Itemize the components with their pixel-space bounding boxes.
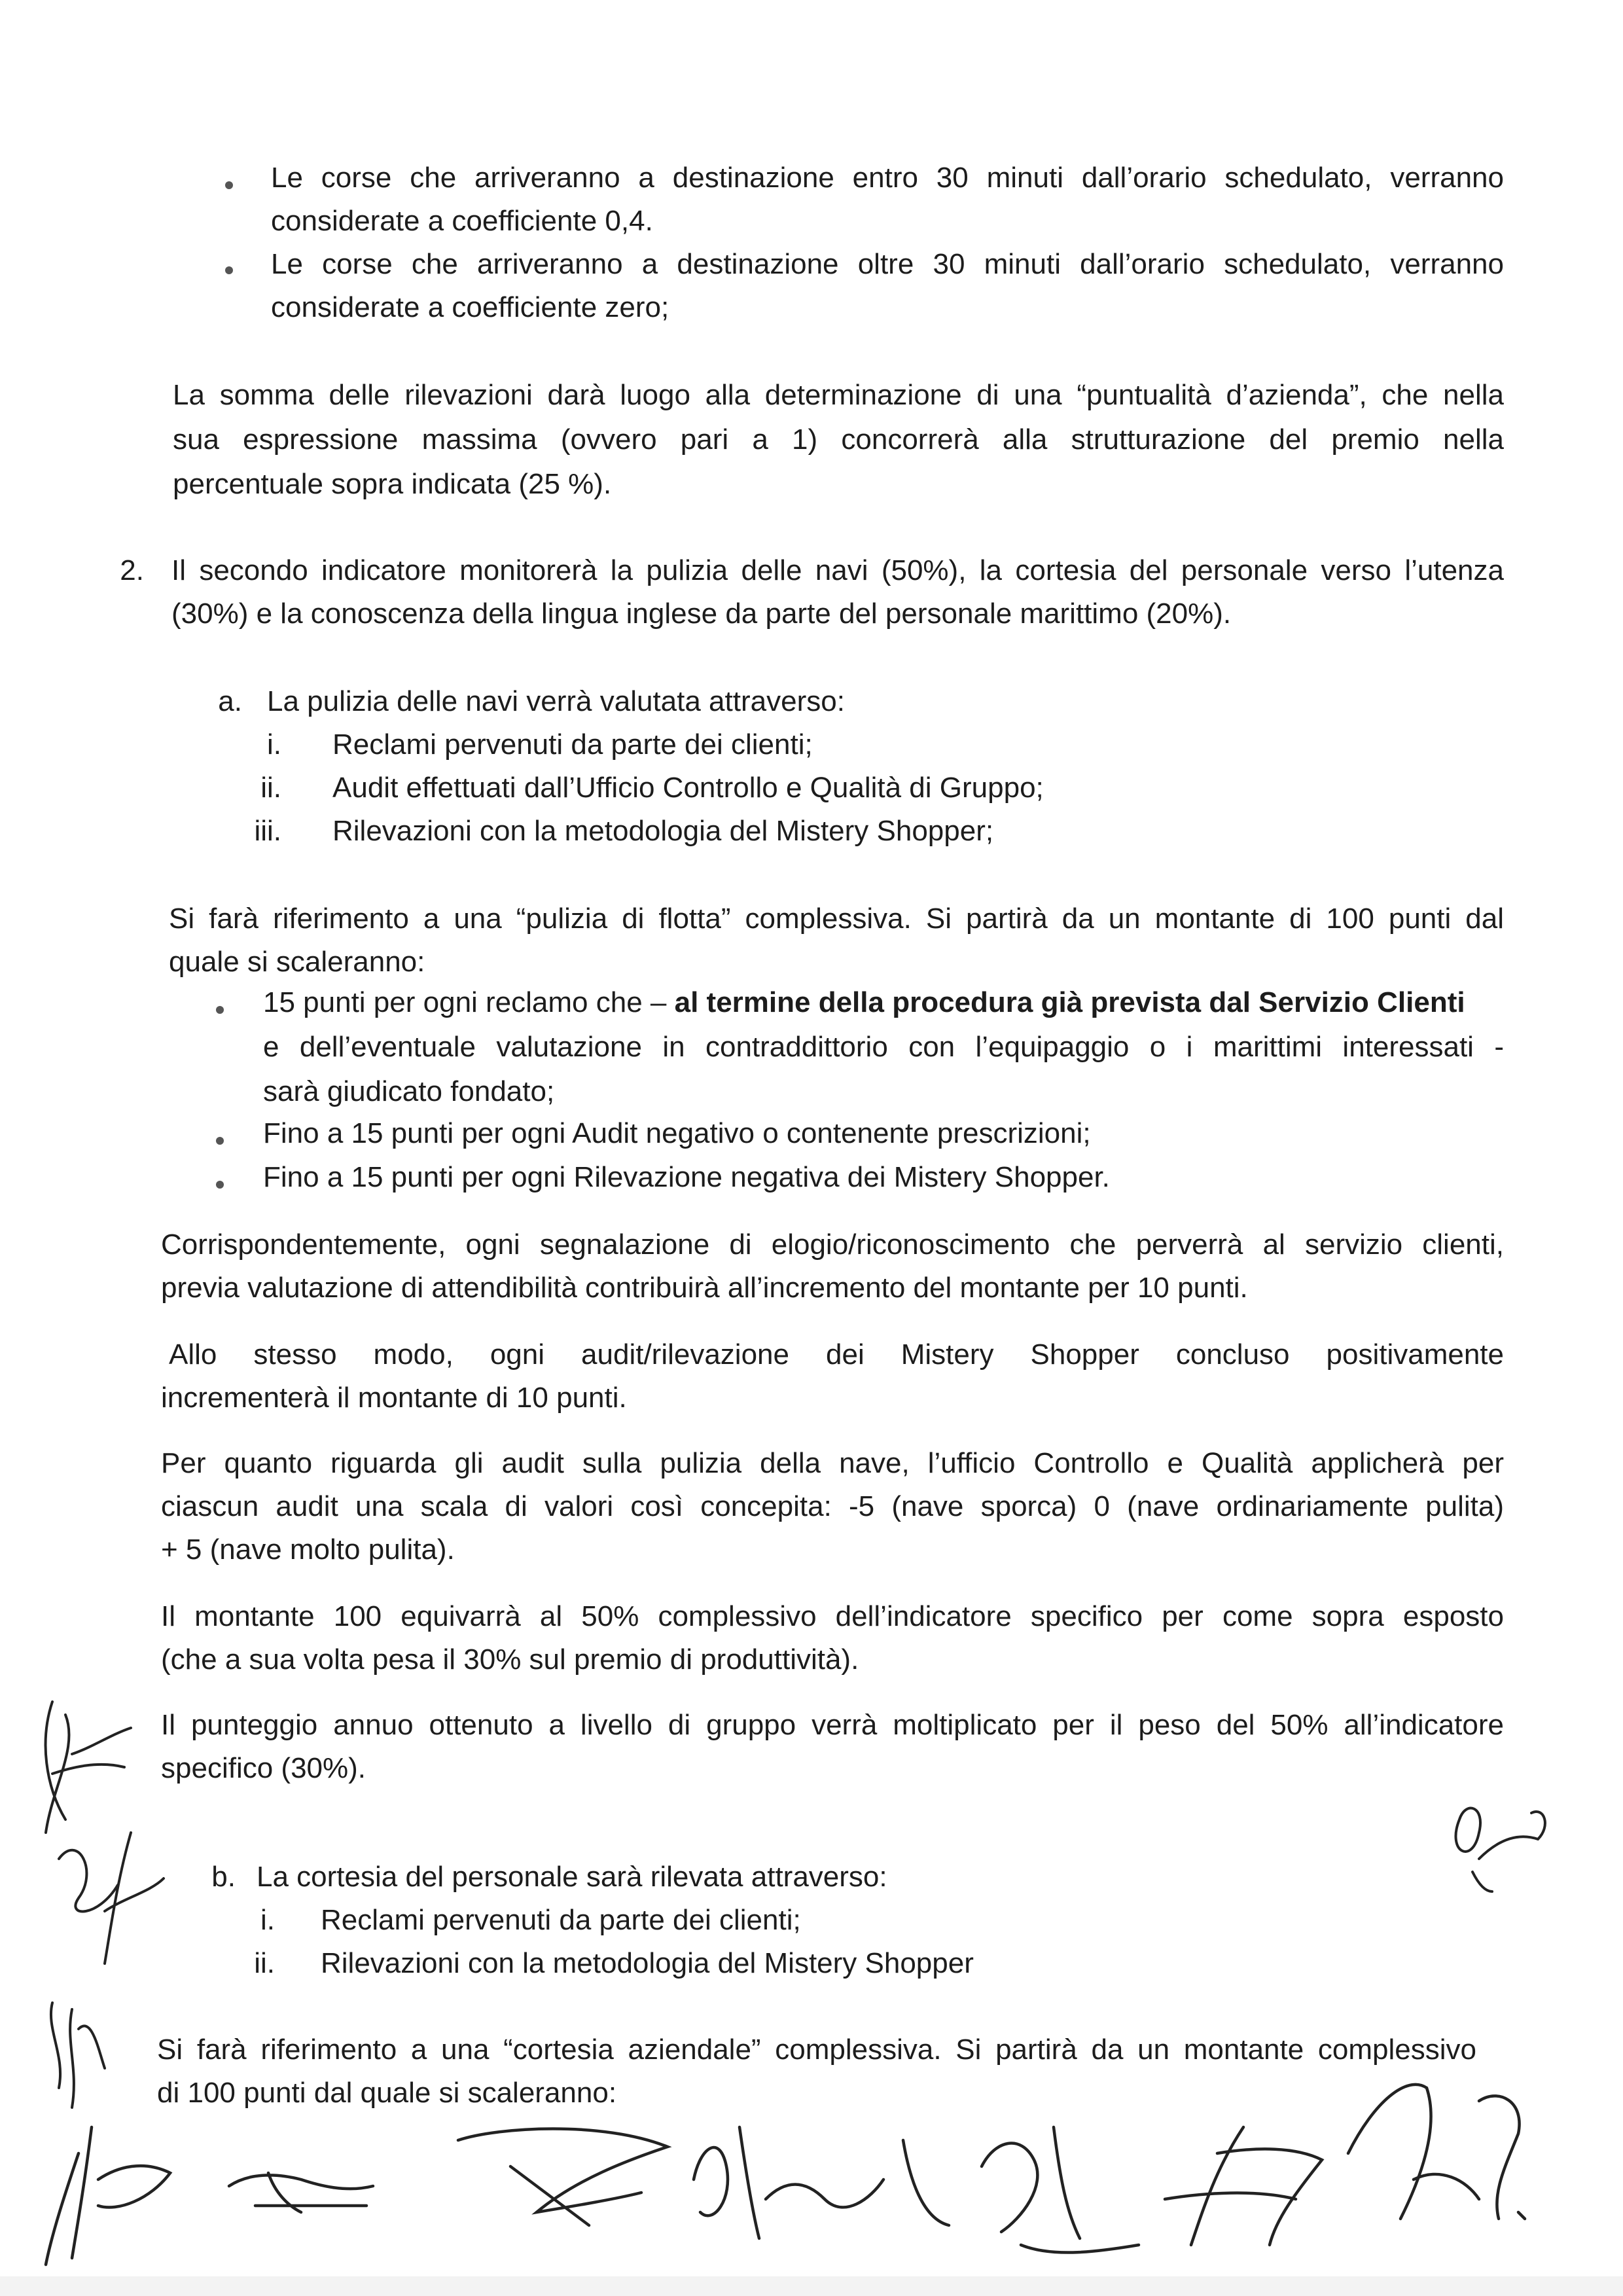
signatures-bottom-row: [39, 2049, 1544, 2274]
bullet-text-line: sarà giudicato fondato;: [263, 1075, 555, 1107]
list-letter: b.: [211, 1861, 236, 1893]
paragraph-line: previa valutazione di attendibilità contribuirà all’incremento del montante per 10 punti.: [161, 1272, 1248, 1304]
bullet-text-line: [263, 982, 1504, 1024]
sublist-item: Rilevazioni con la metodologia del Mistery Shopper;: [332, 815, 994, 847]
bullet-text-line: Fino a 15 punti per ogni Rilevazione negativa dei Mistery Shopper.: [263, 1161, 1110, 1193]
paragraph-line: Si farà riferimento a una “pulizia di flotta” complessiva. Si partirà da un montante di 100 punti dal: [169, 903, 1504, 935]
sublist-item: Reclami pervenuti da parte dei clienti;: [321, 1904, 801, 1936]
sublist-item: Rilevazioni con la metodologia del Mistery Shopper: [321, 1947, 974, 1979]
paragraph-line: + 5 (nave molto pulita).: [161, 1534, 455, 1566]
list-roman: iii.: [254, 815, 281, 847]
paragraph-line: specifico (30%).: [161, 1752, 366, 1784]
bullet-text-line: e dell’eventuale valutazione in contraddittorio con l’equipaggio o i marittimi interessati -: [263, 1031, 1504, 1063]
paragraph-line: quale si scaleranno:: [169, 946, 425, 978]
scan-bottom-edge: [0, 2276, 1623, 2296]
list-roman: i.: [260, 1904, 275, 1936]
paragraph-line: ciascun audit una scala di valori così concepita: -5 (nave sporca) 0 (nave ordinariamente pulita): [161, 1490, 1504, 1522]
bullet-text-line: Le corse che arriveranno a destinazione entro 30 minuti dall’orario schedulato, verranno: [271, 162, 1504, 194]
paragraph-line: di 100 punti dal quale si scaleranno:: [157, 2077, 617, 2109]
list-roman: ii.: [260, 772, 281, 804]
bullet-text-line: considerate a coefficiente 0,4.: [271, 205, 653, 237]
list-letter: a.: [218, 685, 242, 717]
sublist-heading: La cortesia del personale sarà rilevata attraverso:: [257, 1861, 887, 1893]
paragraph-line: (30%) e la conoscenza della lingua inglese da parte del personale marittimo (20%).: [171, 598, 1232, 630]
paragraph-line: sua espressione massima (ovvero pari a 1) concorrerà alla strutturazione del premio nella: [173, 423, 1504, 456]
list-roman: i.: [267, 728, 281, 761]
paragraph-line: Corrispondentemente, ogni segnalazione di elogio/riconoscimento che perverrà al servizio clienti,: [161, 1229, 1504, 1261]
list-number: 2.: [120, 554, 144, 586]
bullet-text-line: considerate a coefficiente zero;: [271, 291, 669, 323]
sublist-heading: La pulizia delle navi verrà valutata attraverso:: [267, 685, 845, 717]
bullet-text-start: 15 punti per ogni reclamo che –: [263, 986, 675, 1018]
bullet-icon: [216, 1137, 224, 1145]
paragraph-line: Allo stesso modo, ogni audit/rilevazione dei Mistery Shopper concluso positivamente: [169, 1338, 1504, 1371]
paragraph-line: Per quanto riguarda gli audit sulla pulizia della nave, l’ufficio Controllo e Qualità applicherà per: [161, 1447, 1504, 1479]
signature-left-2: [39, 1820, 170, 1973]
signature-right: [1440, 1793, 1558, 1901]
paragraph-line: (che a sua volta pesa il 30% sul premio di produttività).: [161, 1643, 859, 1676]
bullet-icon: [225, 266, 233, 274]
sublist-item: Audit effettuati dall’Ufficio Controllo e Qualità di Gruppo;: [332, 772, 1044, 804]
bullet-text-line: Fino a 15 punti per ogni Audit negativo o contenente prescrizioni;: [263, 1117, 1091, 1149]
list-roman: ii.: [254, 1947, 275, 1979]
bullet-text-bold: al termine della procedura già prevista dal Servizio Clienti: [674, 986, 1465, 1018]
paragraph-line: percentuale sopra indicata (25 %).: [173, 468, 612, 500]
paragraph-line: Si farà riferimento a una “cortesia aziendale” complessiva. Si partirà da un montante complessivo: [157, 2034, 1476, 2066]
paragraph-line: La somma delle rilevazioni darà luogo alla determinazione di una “puntualità d’azienda”, che nella: [173, 379, 1504, 411]
paragraph-line: Il punteggio annuo ottenuto a livello di gruppo verrà moltiplicato per il peso del 50% all’indicatore: [161, 1709, 1504, 1741]
paragraph-line: incrementerà il montante di 10 punti.: [161, 1382, 627, 1414]
bullet-icon: [225, 181, 233, 189]
bullet-icon: [216, 1006, 224, 1014]
sublist-item: Reclami pervenuti da parte dei clienti;: [332, 728, 813, 761]
bullet-icon: [216, 1181, 224, 1189]
paragraph-line: Il secondo indicatore monitorerà la pulizia delle navi (50%), la cortesia del personale verso l’utenza: [171, 554, 1504, 586]
paragraph-line: Il montante 100 equivarrà al 50% complessivo dell’indicatore specifico per come sopra esposto: [161, 1600, 1504, 1632]
bullet-text-line: Le corse che arriveranno a destinazione oltre 30 minuti dall’orario schedulato, verranno: [271, 248, 1504, 280]
